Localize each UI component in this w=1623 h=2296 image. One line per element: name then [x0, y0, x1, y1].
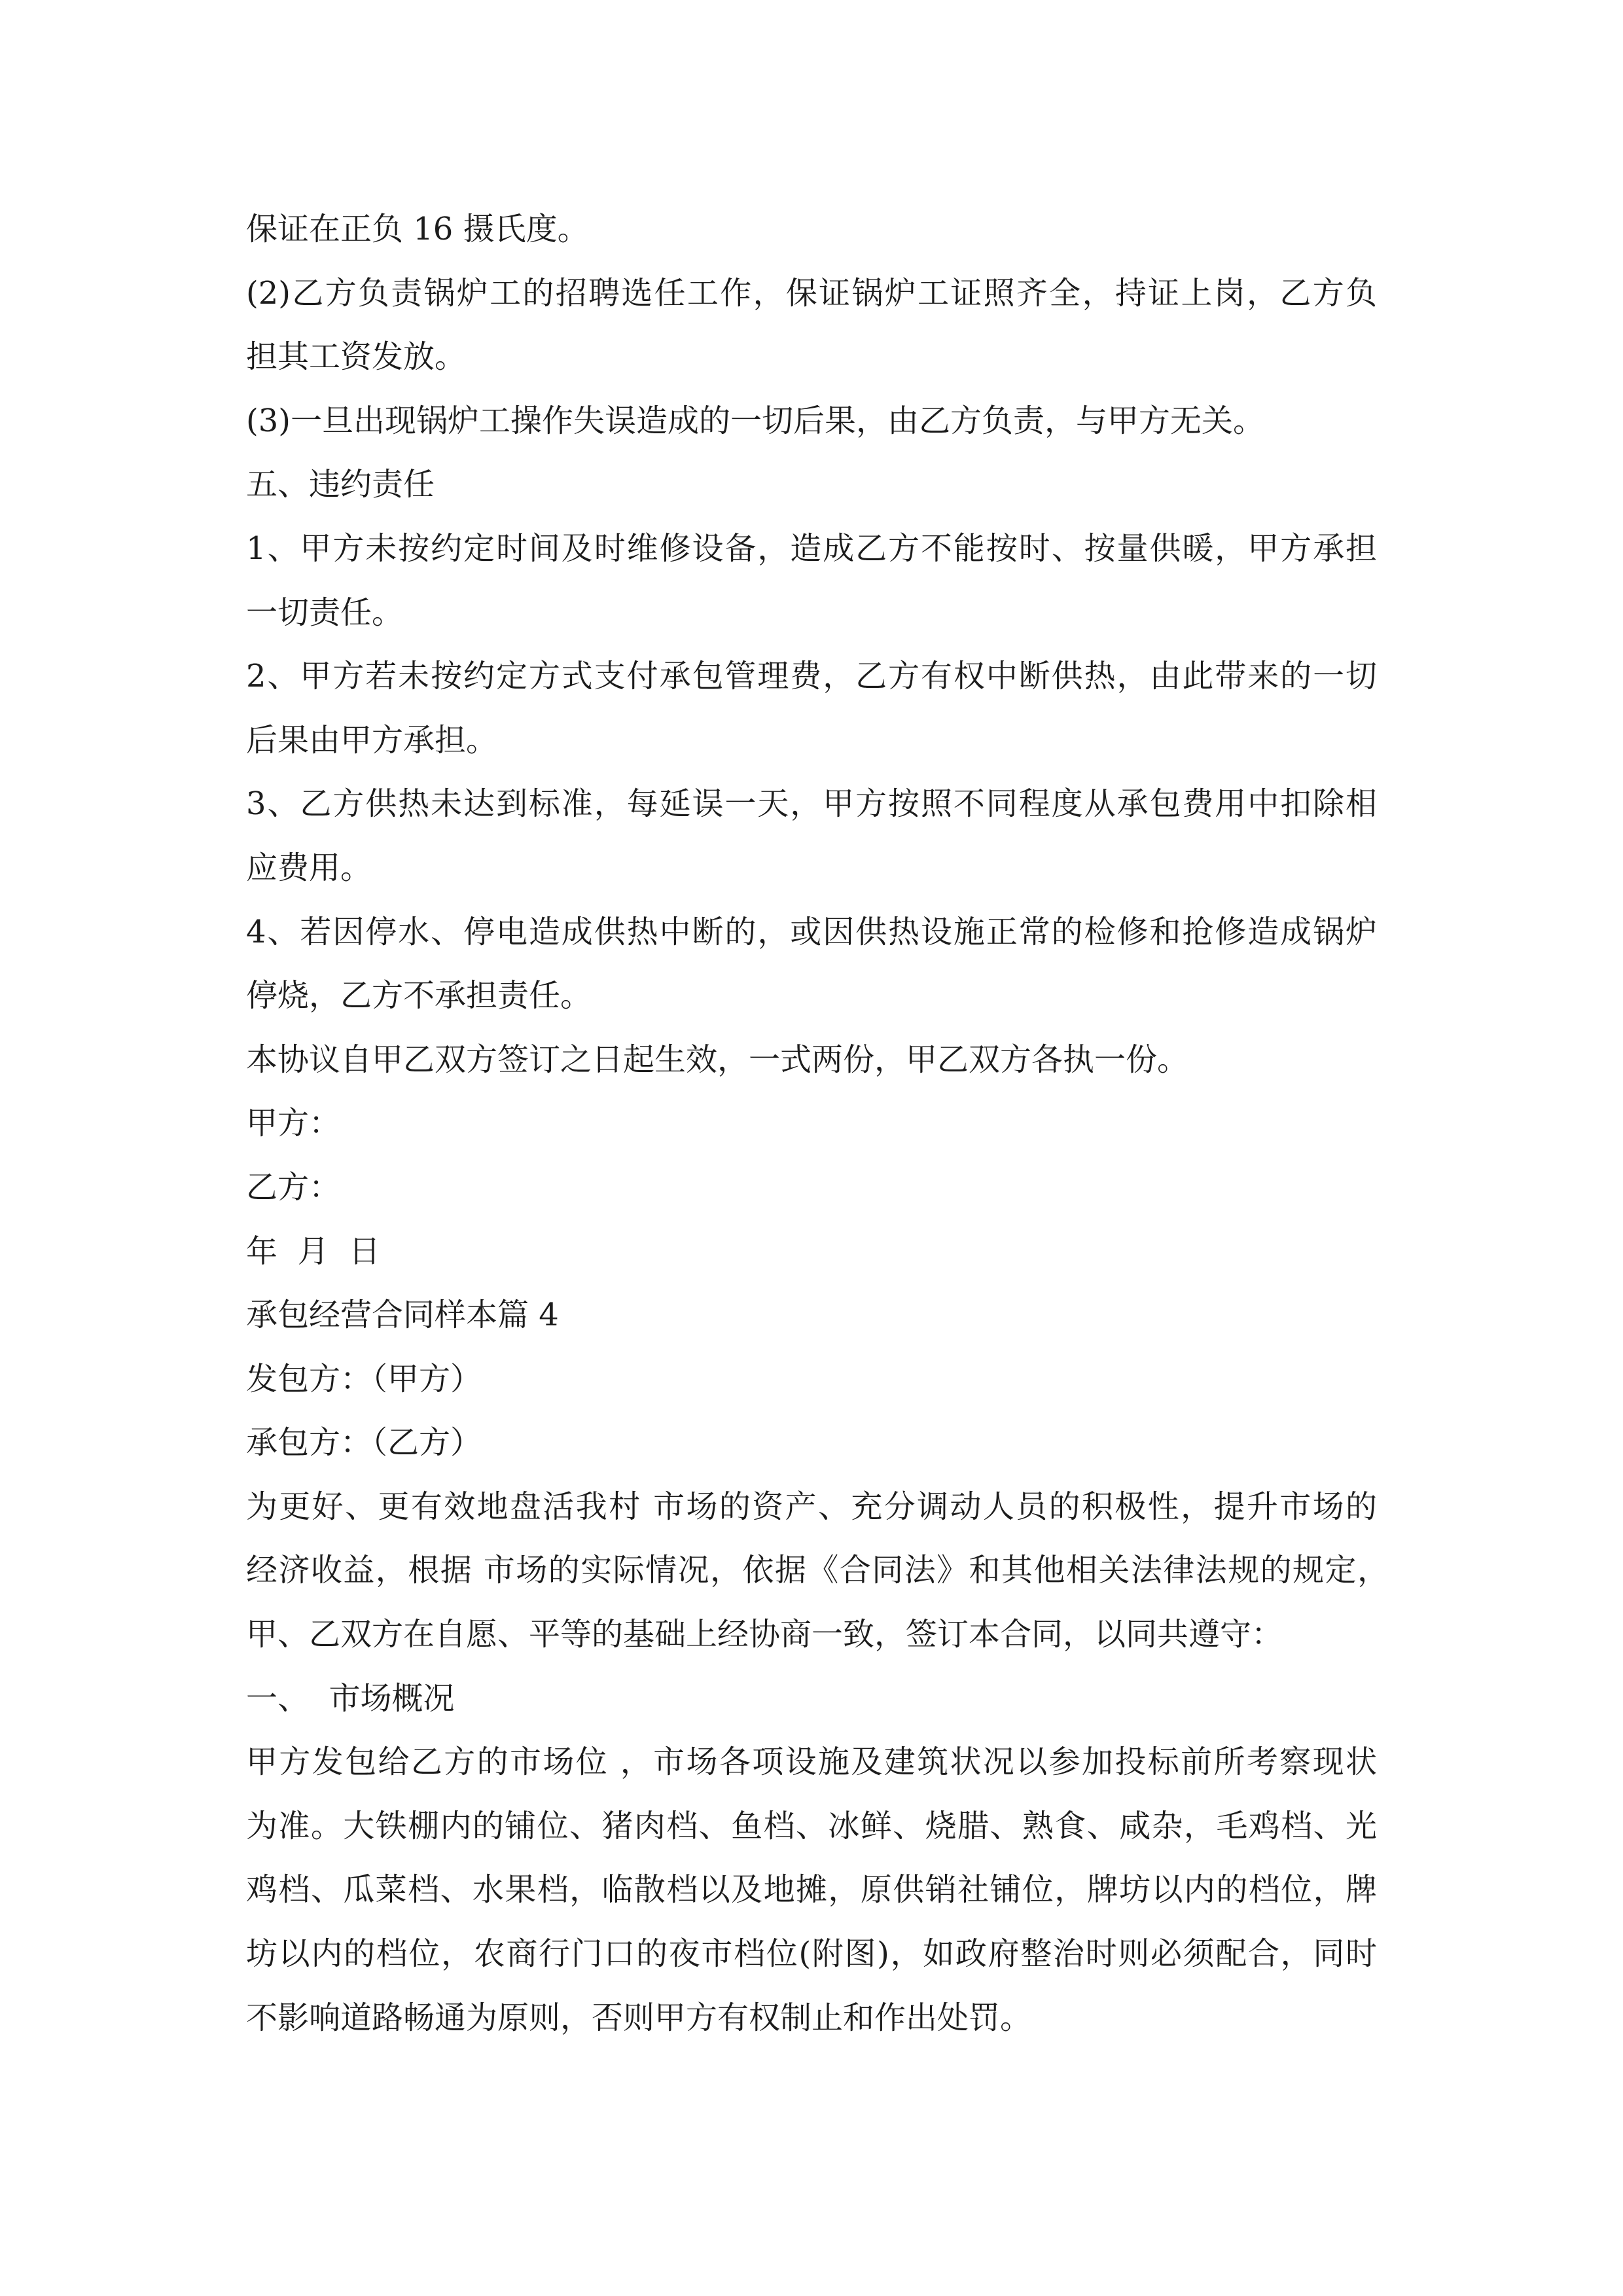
text-line: 不影响道路畅通为原则，否则甲方有权制止和作出处罚。	[246, 1999, 1032, 2036]
text-line: 4、若因停水、停电造成供热中断的，或因供热设施正常的检修和抢修造成锅炉	[246, 913, 1377, 950]
issuer-line: 发包方：（甲方）	[246, 1360, 482, 1397]
text-line: 甲方发包给乙方的市场位 ，市场各项设施及建筑状况以参加投标前所考察现状	[246, 1744, 1377, 1781]
text-line: 坊以内的档位，农商行门口的夜市档位(附图)，如政府整治时则必须配合，同时	[246, 1935, 1377, 1973]
text-line: 为更好、更有效地盘活我村 市场的资产、充分调动人员的积极性，提升市场的	[246, 1488, 1377, 1525]
contractor-line: 承包方：（乙方）	[246, 1424, 482, 1462]
text-line: 3、乙方供热未达到标准，每延误一天，甲方按照不同程度从承包费用中扣除相	[246, 785, 1377, 823]
text-line: 一切责任。	[246, 594, 404, 631]
text-line: 停烧，乙方不承担责任。	[246, 977, 592, 1014]
text-line: 经济收益，根据 市场的实际情况，依据《合同法》和其他相关法律法规的规定，	[246, 1552, 1389, 1589]
section-heading: 五、违约责任	[246, 466, 435, 503]
date-line: 年 月 日	[246, 1232, 381, 1270]
text-line: 为准。大铁棚内的铺位、猪肉档、鱼档、冰鲜、烧腊、熟食、咸杂，毛鸡档、光	[246, 1807, 1377, 1844]
text-line: 鸡档、瓜菜档、水果档，临散档以及地摊，原供销社铺位，牌坊以内的档位，牌	[246, 1871, 1377, 1909]
text-line: 后果由甲方承担。	[246, 721, 498, 759]
party-a-signature-line: 甲方：	[246, 1105, 341, 1142]
text-line: 2、甲方若未按约定方式支付承包管理费，乙方有权中断供热，由此带来的一切	[246, 658, 1377, 695]
document-body	[246, 198, 1389, 2050]
text-line: (2)乙方负责锅炉工的招聘选任工作，保证锅炉工证照齐全，持证上岗，乙方负	[246, 274, 1377, 312]
text-line: 保证在正负 16 摄氏度。	[246, 211, 589, 247]
party-b-signature-line: 乙方：	[246, 1168, 341, 1206]
text-line: 担其工资发放。	[246, 338, 467, 376]
text-line: (3)一旦出现锅炉工操作失误造成的一切后果，由乙方负责，与甲方无关。	[246, 402, 1264, 439]
contract-title: 承包经营合同样本篇 4	[246, 1297, 559, 1334]
text-line: 1、甲方未按约定时间及时维修设备，造成乙方不能按时、按量供暖，甲方承担	[246, 529, 1377, 567]
text-line: 甲、乙双方在自愿、平等的基础上经协商一致，签订本合同，以同共遵守：	[246, 1616, 1283, 1653]
section-heading: 一、 市场概况	[246, 1679, 455, 1717]
text-line: 应费用。	[246, 849, 372, 886]
text-line: 本协议自甲乙双方签订之日起生效，一式两份，甲乙双方各执一份。	[246, 1041, 1189, 1078]
